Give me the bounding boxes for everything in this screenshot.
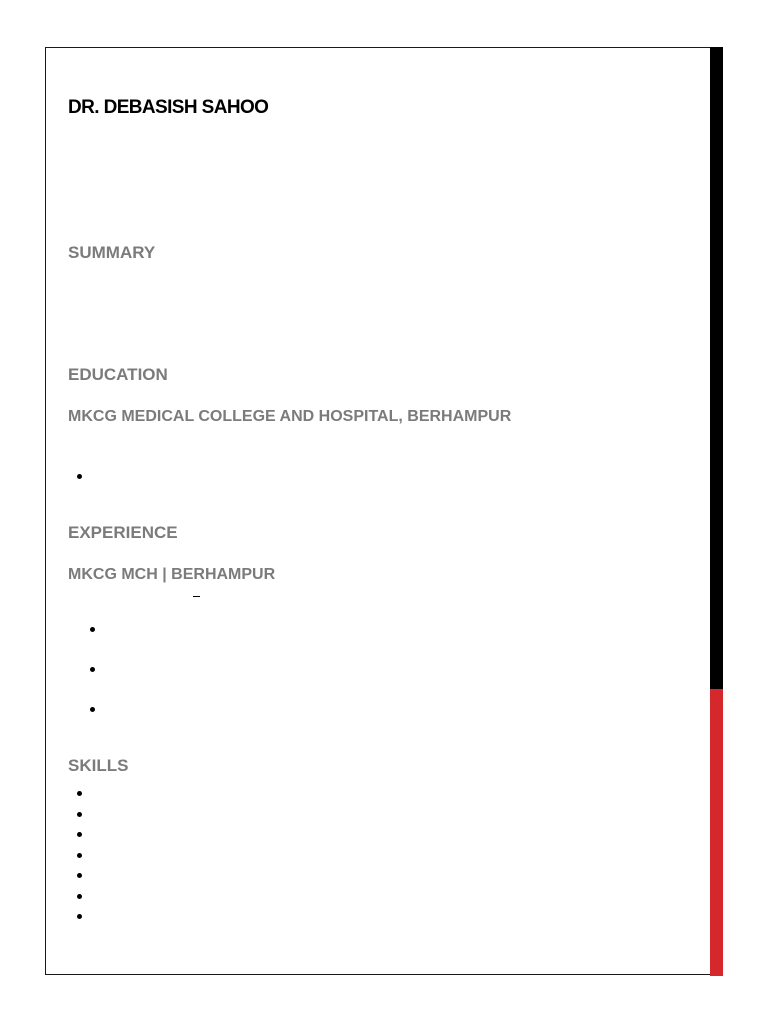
experience-employer: MKCG MCH bbox=[68, 566, 158, 583]
side-accent-bar-black bbox=[710, 47, 723, 689]
education-heading: EDUCATION bbox=[68, 365, 168, 384]
experience-bullet bbox=[90, 667, 95, 672]
resume-page bbox=[45, 47, 722, 975]
experience-bullet bbox=[90, 707, 95, 712]
skill-bullet bbox=[77, 873, 82, 878]
experience-heading: EXPERIENCE bbox=[68, 523, 178, 542]
education-bullet bbox=[77, 474, 82, 479]
experience-bullet bbox=[90, 627, 95, 632]
skills-heading: SKILLS bbox=[68, 756, 129, 775]
education-school: MKCG MEDICAL COLLEGE AND HOSPITAL, BERHAMPUR bbox=[68, 408, 512, 425]
skill-bullet bbox=[77, 812, 82, 817]
summary-heading: SUMMARY bbox=[68, 243, 156, 262]
skill-bullet bbox=[77, 914, 82, 919]
skill-bullet bbox=[77, 791, 82, 796]
candidate-name: DR. DEBASISH SAHOO bbox=[68, 97, 269, 118]
skill-bullet bbox=[77, 894, 82, 899]
side-accent-bar-red bbox=[710, 689, 723, 976]
skill-bullet bbox=[77, 853, 82, 858]
date-dash bbox=[193, 596, 200, 597]
experience-employer-line bbox=[68, 566, 275, 584]
experience-location: BERHAMPUR bbox=[171, 566, 276, 583]
experience-separator: | bbox=[162, 566, 167, 583]
skill-bullet bbox=[77, 832, 82, 837]
